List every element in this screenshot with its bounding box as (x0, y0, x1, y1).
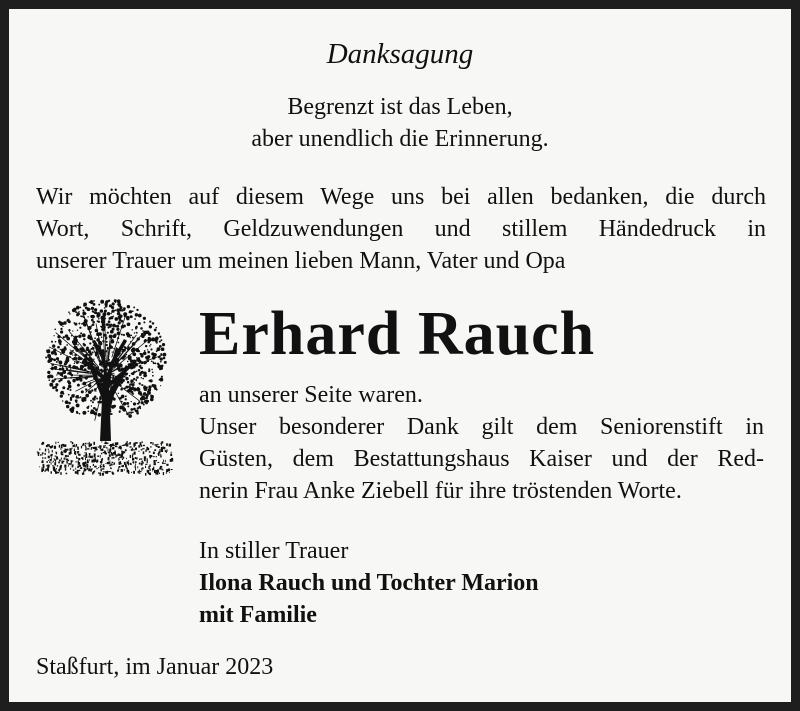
thanks-line-2: Unser besonderer Dank gilt dem Seniorenstift in (199, 414, 764, 440)
signature-names-1: Ilona Rauch und Tochter Marion (199, 570, 539, 596)
place-and-date: Staßfurt, im Januar 2023 (36, 654, 274, 680)
deceased-name: Erhard Rauch (199, 300, 596, 368)
intro-line-1: Wir möchten auf diesem Wege uns bei allen bedanken, die durch (36, 184, 766, 210)
poem (9, 91, 791, 155)
thanks-line-1: an unserer Seite waren. (199, 382, 423, 408)
poem-line-1: Begrenzt ist das Leben, (287, 94, 513, 120)
thanks-line-3: Güsten, dem Bestattungshaus Kaiser und der Red- (199, 446, 764, 472)
signature-block (199, 535, 759, 631)
tree-icon (34, 291, 174, 476)
thanks-text (199, 379, 764, 507)
poem-line-2: aber unendlich die Erinnerung. (251, 126, 549, 152)
notice-heading: Danksagung (326, 38, 474, 70)
intro-line-2: Wort, Schrift, Geldzuwendungen und stillem Händedruck in (36, 216, 766, 242)
thanks-line-4: nerin Frau Anke Ziebell für ihre tröstenden Worte. (199, 478, 682, 504)
signature-intro: In stiller Trauer (199, 538, 349, 564)
intro-text (36, 181, 766, 277)
intro-line-3: unserer Trauer um meinen lieben Mann, Vater und Opa (36, 248, 566, 274)
signature-names-2: mit Familie (199, 602, 317, 628)
